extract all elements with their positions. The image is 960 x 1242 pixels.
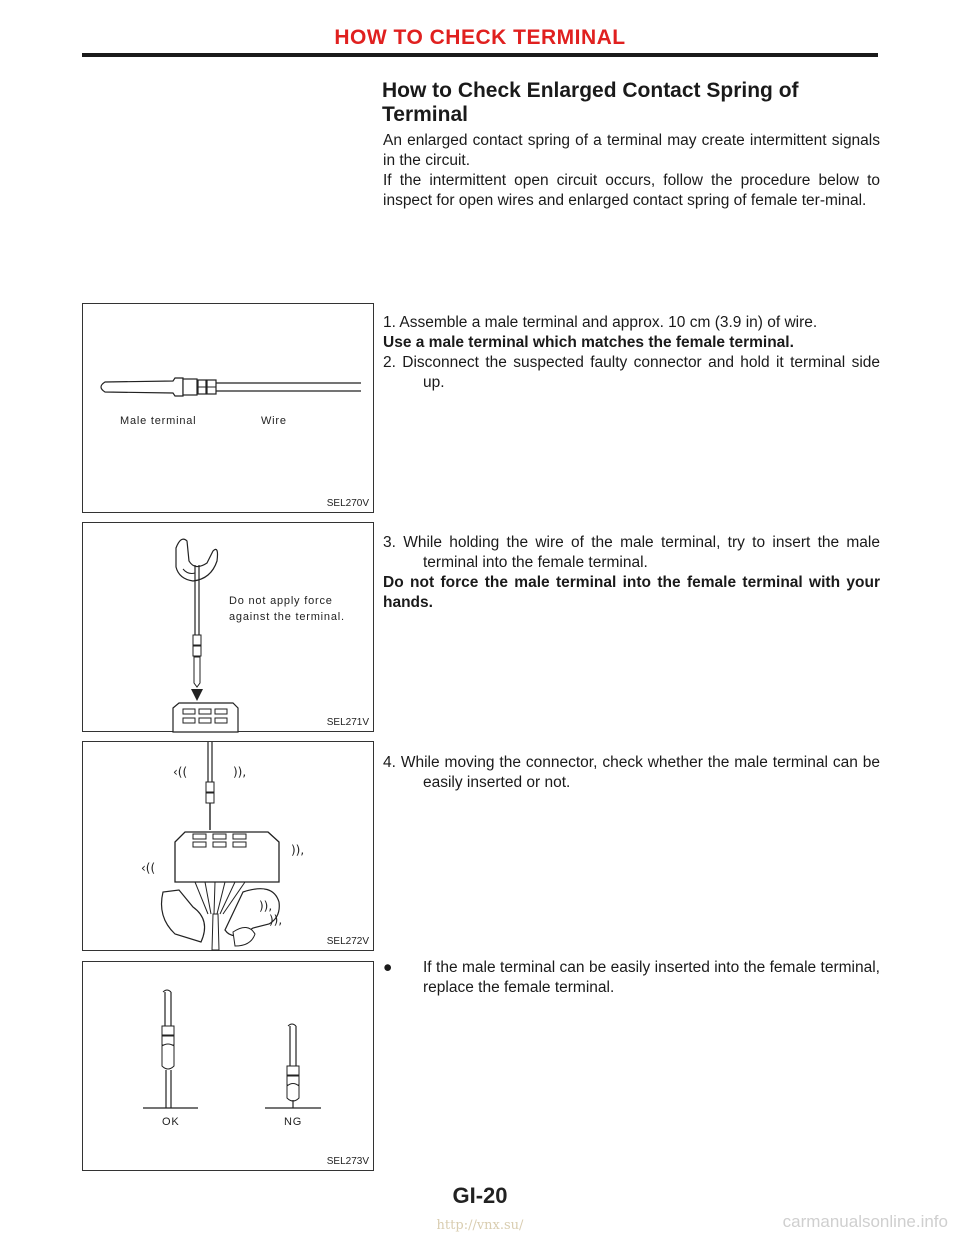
page-number: GI-20 — [452, 1183, 508, 1208]
footer-link[interactable]: http://vnx.su/ — [436, 1218, 524, 1233]
page-header-title: HOW TO CHECK TERMINAL — [334, 26, 626, 49]
intro-text — [383, 131, 880, 211]
bullet-block — [383, 958, 880, 998]
section-title: How to Check Enlarged Contact Spring of Terminal — [382, 79, 799, 126]
svg-text:)),: )), — [269, 913, 283, 927]
ok-label: OK — [162, 1116, 180, 1128]
svg-text:‹((: ‹(( — [141, 861, 156, 875]
figure-sel271v — [82, 522, 374, 732]
bullet-icon: ● — [383, 959, 393, 976]
ok-ng-comparison-illustration — [83, 962, 375, 1172]
watermark: carmanualsonline.info — [782, 1212, 948, 1231]
figure-code: SEL271V — [326, 717, 369, 728]
male-terminal-label: Male terminal — [120, 415, 197, 427]
step-3-block — [383, 533, 880, 613]
bullet-item — [383, 958, 880, 998]
force-note-line-2: against the terminal. — [229, 611, 345, 623]
step-1-note: Use a male terminal which matches the female terminal. — [383, 334, 794, 351]
step-1: 1. Assemble a male terminal and approx. 10 cm (3.9 in) of wire. — [383, 314, 818, 331]
step-4: 4. While moving the connector, check whether the male terminal can be easily inserted or not. — [383, 754, 880, 791]
steps-1-2 — [383, 313, 880, 393]
header-rule — [82, 53, 878, 57]
svg-text:)),: )), — [233, 765, 247, 779]
wire-label: Wire — [261, 415, 287, 427]
svg-text:‹((: ‹(( — [173, 765, 188, 779]
insert-terminal-illustration — [83, 523, 375, 733]
intro-paragraph-1: An enlarged contact spring of a terminal may create intermittent signals in the circuit. — [383, 132, 880, 169]
svg-text:)),: )), — [291, 843, 305, 857]
figure-code: SEL270V — [326, 498, 369, 509]
bullet-text: If the male terminal can be easily inserted into the female terminal, replace the female terminal. — [423, 959, 880, 996]
step-3: 3. While holding the wire of the male terminal, try to insert the male terminal into the female terminal. — [383, 534, 880, 571]
figure-sel270v — [82, 303, 374, 513]
figure-code: SEL273V — [326, 1156, 369, 1167]
step-4-block — [383, 753, 880, 793]
male-terminal-wire-illustration — [83, 304, 375, 514]
figure-sel272v — [82, 741, 374, 951]
step-3-note: Do not force the male terminal into the female terminal with your hands. — [383, 574, 880, 611]
intro-paragraph-2: If the intermittent open circuit occurs, follow the procedure below to inspect for open wires and enlarged contact spring of female ter-minal. — [383, 172, 880, 209]
svg-text:)),: )), — [259, 899, 273, 913]
ng-label: NG — [284, 1116, 303, 1128]
step-2: 2. Disconnect the suspected faulty connector and hold it terminal side up. — [383, 354, 880, 391]
figure-code: SEL272V — [326, 936, 369, 947]
force-note-line-1: Do not apply force — [229, 595, 333, 607]
move-connector-illustration — [83, 742, 375, 952]
figure-sel273v — [82, 961, 374, 1171]
